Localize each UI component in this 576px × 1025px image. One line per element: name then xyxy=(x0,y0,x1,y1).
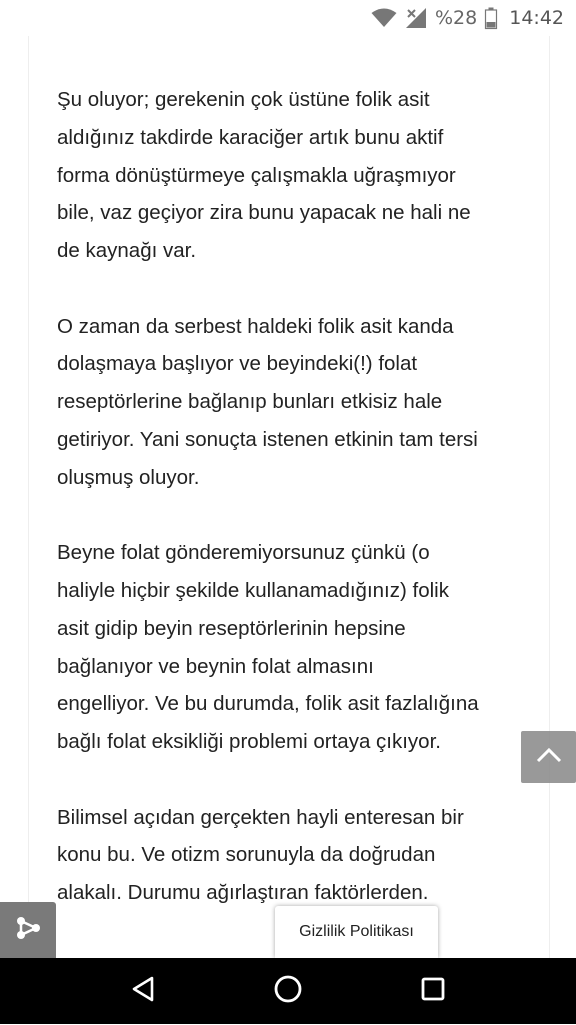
text-line: aldığınız takdirde karaciğer artık bunu aktif xyxy=(57,125,444,149)
text-line: getiriyor. Yani sonuçta istenen etkinin tam tersi xyxy=(57,427,478,451)
home-button[interactable] xyxy=(258,961,318,1021)
text-line: bile, vaz geçiyor zira bunu yapacak ne hali ne xyxy=(57,201,471,225)
text-line: alakalı. Durumu ağırlaştıran faktörlerden. xyxy=(57,881,429,905)
navigation-bar xyxy=(0,958,576,1024)
status-bar xyxy=(0,0,576,36)
text-line: bağlı folat eksikliği problemi ortaya çıkıyor. xyxy=(57,730,441,754)
article-paragraph xyxy=(57,81,527,270)
text-line: Şu oluyor; gerekenin çok üstüne folik asit xyxy=(57,88,430,111)
status-time: 14:42 xyxy=(509,7,564,29)
text-line: de kaynağı var. xyxy=(57,239,197,263)
share-button[interactable] xyxy=(0,902,56,958)
chevron-up-icon xyxy=(536,747,562,768)
article-paragraph xyxy=(57,308,527,497)
text-line: engelliyor. Ve bu durumda, folik asit fazlalığına xyxy=(57,692,479,716)
back-triangle-icon xyxy=(130,975,156,1008)
text-line: asit gidip beyin reseptörlerinin hepsine xyxy=(57,616,406,640)
share-icon xyxy=(15,915,41,946)
recents-button[interactable] xyxy=(403,961,463,1021)
text-line: dolaşmaya başlıyor ve beyindeki(!) folat xyxy=(57,352,418,376)
text-line: konu bu. Ve otizm sorunuyla da doğrudan xyxy=(57,843,436,867)
text-line: Beyne folat gönderemiyorsunuz çünkü (o xyxy=(57,541,430,565)
battery-percent: %28 xyxy=(435,7,478,29)
text-line: forma dönüştürmeye çalışmakla uğraşmıyor xyxy=(57,163,456,187)
home-circle-icon xyxy=(273,974,303,1009)
text-line: haliyle hiçbir şekilde kullanamadığınız) folik xyxy=(57,578,449,602)
article-paragraph xyxy=(57,799,527,912)
wifi-icon xyxy=(371,8,397,28)
text-line: Bilimsel açıdan gerçekten hayli enteresan bir xyxy=(57,805,464,829)
privacy-policy-button[interactable]: Gizlilik Politikası xyxy=(275,906,438,958)
article-body xyxy=(57,81,527,1025)
text-line: reseptörlerine bağlanıp bunları etkisiz hale xyxy=(57,390,443,414)
back-button[interactable] xyxy=(113,961,173,1021)
signal-no-data-icon xyxy=(405,7,427,29)
text-line: bağlanıyor ve beynin folat almasını xyxy=(57,654,374,678)
battery-icon xyxy=(485,7,497,29)
recents-square-icon xyxy=(420,976,446,1007)
text-line: O zaman da serbest haldeki folik asit kanda xyxy=(57,314,454,338)
article-paragraph xyxy=(57,534,527,761)
text-line: oluşmuş oluyor. xyxy=(57,465,200,489)
scroll-to-top-button[interactable] xyxy=(521,731,576,783)
